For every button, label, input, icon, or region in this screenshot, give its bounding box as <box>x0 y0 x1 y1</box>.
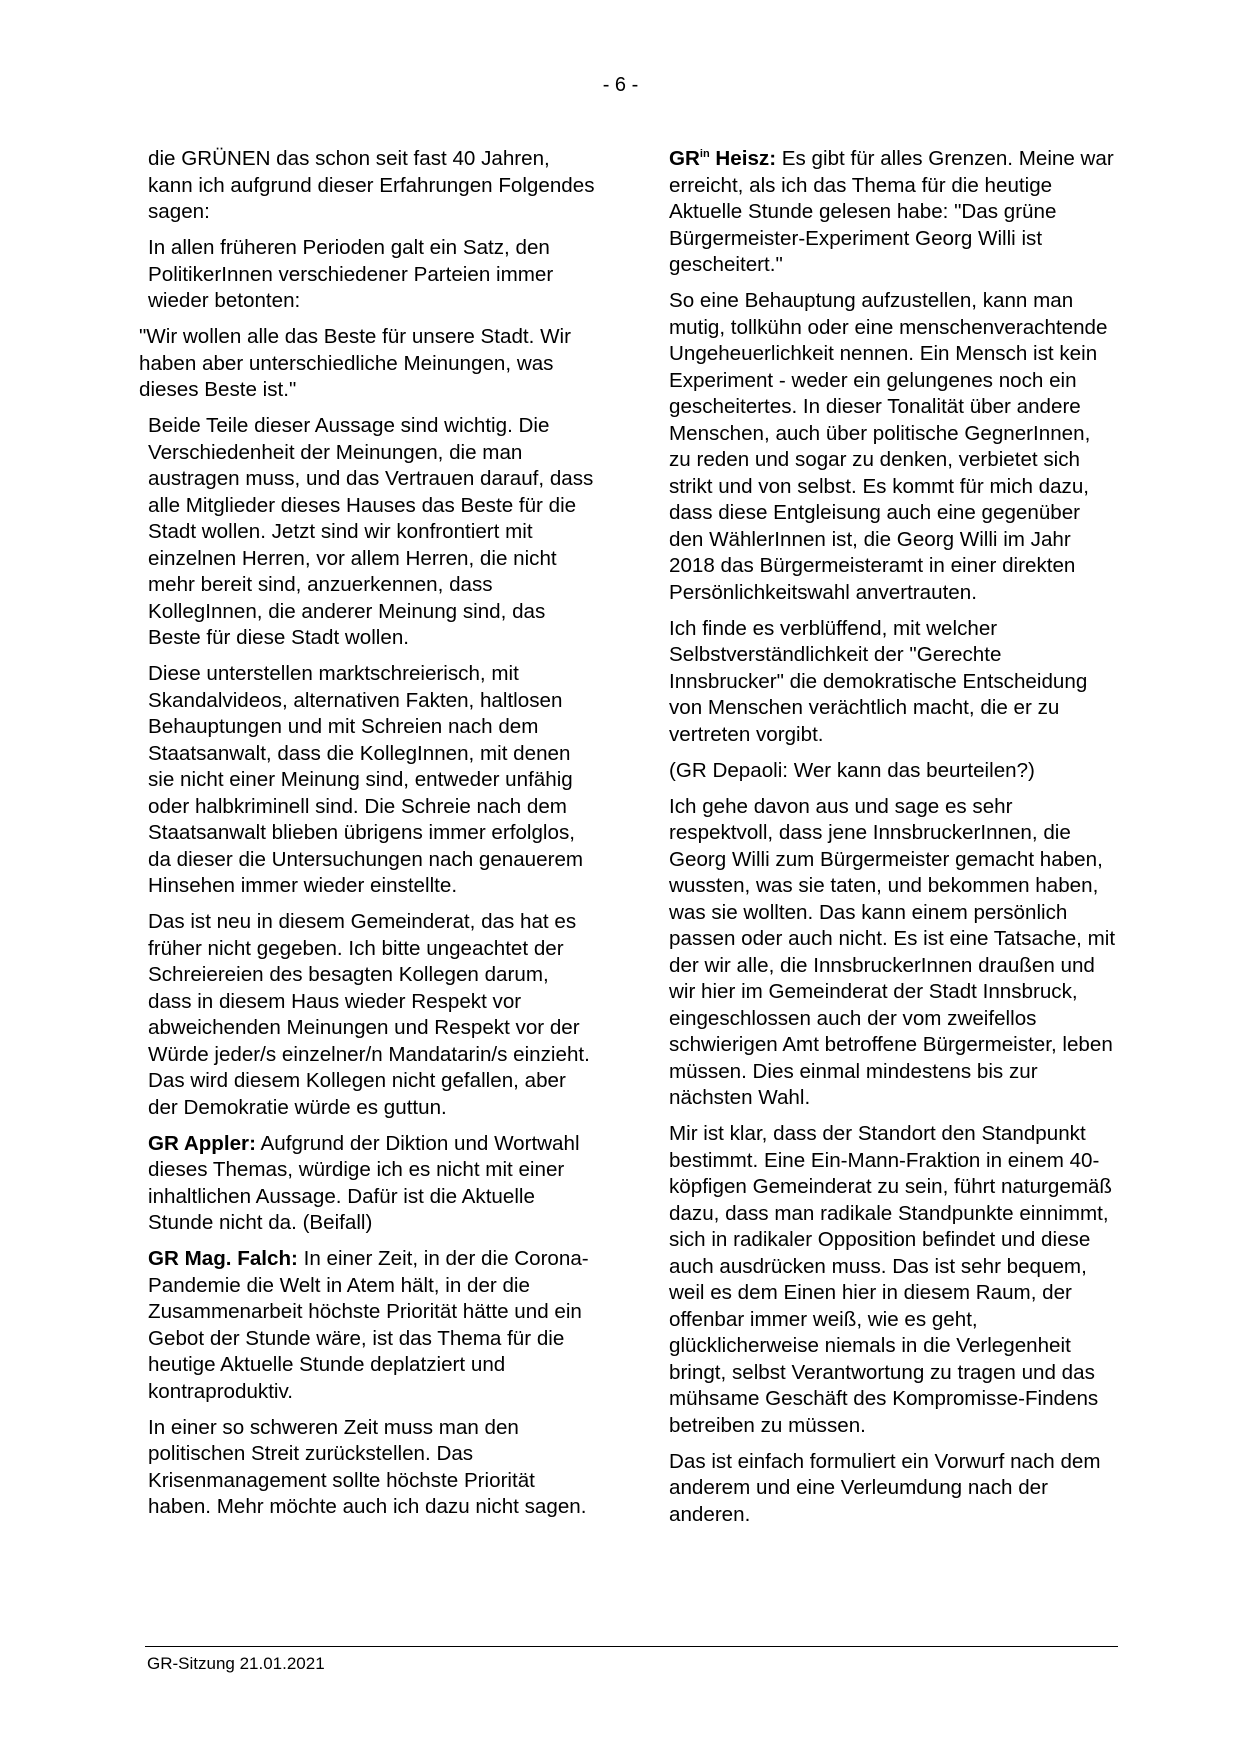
speaker-name: GR Mag. Falch: <box>148 1247 298 1270</box>
paragraph: Ich gehe davon aus und sage es sehr respektvoll, dass jene InnsbruckerInnen, die Georg Willi zum Bürgermeister gemacht haben, wussten, was sie taten, und bekommen haben, was sie wollten. Das kann einem persönlich passen oder auch nicht. Es ist eine Tatsache, mit der wir alle, die InnsbruckerInnen draußen und wir hier im Gemeinderat der Stadt Innsbruck, eingeschlossen auch der vom zweifellos schwierigen Amt betroffene Bürgermeister, leben müssen. Dies einmal mindestens bis zur nächsten Wahl. <box>669 794 1116 1109</box>
speech-paragraph: GR Mag. Falch: In einer Zeit, in der die Corona-Pandemie die Welt in Atem hält, in der die Zusammenarbeit höchste Priorität hätte und ein Gebot der Stunde wäre, ist das Thema für die heutige Aktuelle Stunde deplatziert und kontraproduktiv. <box>148 1247 589 1403</box>
paragraph: Ich finde es verblüffend, mit welcher Selbstverständlichkeit der "Gerechte Innsbrucker" die demokratische Entscheidung von Menschen verächtlich macht, die er zu vertreten vorgibt. <box>669 616 1088 746</box>
speaker-name: $GR^{in}$ Heisz: <box>669 147 777 170</box>
footer-divider <box>145 1646 1118 1647</box>
page-number: - 6 - <box>602 74 639 96</box>
right-column <box>669 146 1117 1538</box>
paragraph: So eine Behauptung aufzustellen, kann man mutig, tollkühn oder eine menschenverachtende Ungeheuerlichkeit nennen. Ein Mensch ist kein Experiment - weder ein gelungenes noch ein gescheitertes. In dieser Tonalität über andere Menschen, auch über politische GegnerInnen, zu reden und sogar zu denken, verbietet sich strikt und von selbst. Es kommt für mich dazu, dass diese Entgleisung auch eine gegenüber den WählerInnen ist, die Georg Willi im Jahr 2018 das Bürgermeisteramt in einer direkten Persönlichkeitswahl anvertrauten. <box>669 289 1108 604</box>
paragraph: die GRÜNEN das schon seit fast 40 Jahren, kann ich aufgrund dieser Erfahrungen Folgendes sagen: <box>148 147 595 223</box>
paragraph: In allen früheren Perioden galt ein Satz, den PolitikerInnen verschiedener Parteien immer wieder betonten: <box>148 236 554 312</box>
footer-session-date: GR-Sitzung 21.01.2021 <box>147 1654 325 1673</box>
paragraph: Mir ist klar, dass der Standort den Standpunkt bestimmt. Eine Ein-Mann-Fraktion in einem 40-köpfigen Gemeinderat zu sein, führt naturgemäß dazu, dass man radikale Standpunkte einnimmt, sich in radikaler Opposition befindet und diese auch ausdrücken muss. Das ist sehr bequem, weil es dem Einen hier in diesem Raum, der offenbar immer weiß, wie es geht, glücklicherweise niemals in die Verlegenheit bringt, selbst Verantwortung zu tragen und das mühsame Geschäft des Kompromisse-Findens betreiben zu müssen. <box>669 1122 1113 1437</box>
paragraph: Das ist einfach formuliert ein Vorwurf nach dem anderem und eine Verleumdung nach der anderen. <box>669 1449 1101 1526</box>
paragraph: In einer so schweren Zeit muss man den politischen Streit zurückstellen. Das Krisenmanagement sollte höchste Priorität haben. Mehr möchte auch ich dazu nicht sagen. <box>148 1415 587 1518</box>
interjection: (GR Depaoli: Wer kann das beurteilen?) <box>669 758 1035 782</box>
speech-paragraph: $GR^{in}$ Heisz: Es gibt für alles Grenzen. Meine war erreicht, als ich das Thema für die heutige Aktuelle Stunde gelesen habe: "Das grüne Bürgermeister-Experiment Georg Willi ist gescheitert." <box>669 147 1114 276</box>
left-column <box>139 146 596 1530</box>
quote-paragraph: "Wir wollen alle das Beste für unsere Stadt. Wir haben aber unterschiedliche Meinungen, was dieses Beste ist." <box>139 325 571 401</box>
paragraph: Beide Teile dieser Aussage sind wichtig. Die Verschiedenheit der Meinungen, die man austragen muss, und das Vertrauen darauf, dass alle Mitglieder dieses Hauses das Beste für die Stadt wollen. Jetzt sind wir konfrontiert mit einzelnen Herren, vor allem Herren, die nicht mehr bereit sind, anzuerkennen, dass KollegInnen, die anderer Meinung sind, das Beste für diese Stadt wollen. <box>148 414 594 649</box>
paragraph: Diese unterstellen marktschreierisch, mit Skandalvideos, alternativen Fakten, haltlosen Behauptungen und mit Schreien nach dem Staatsanwalt, dass die KollegInnen, mit denen sie nicht einer Meinung sind, entweder unfähig oder halbkriminell sind. Die Schreie nach dem Staatsanwalt blieben übrigens immer erfolglos, da dieser die Untersuchungen nach genauerem Hinsehen immer wieder einstellte. <box>148 662 584 897</box>
speech-paragraph: GR Appler: Aufgrund der Diktion und Wortwahl dieses Themas, würdige ich es nicht mit einer inhaltlichen Aussage. Dafür ist die Aktuelle Stunde nicht da. (Beifall) <box>148 1131 580 1234</box>
paragraph: Das ist neu in diesem Gemeinderat, das hat es früher nicht gegeben. Ich bitte ungeachtet der Schreiereien des besagten Kollegen darum, dass in diesem Haus wieder Respekt vor abweichenden Meinungen und Respekt vor der Würde jeder/s einzelner/n Mandatarin/s einzieht. Das wird diesem Kollegen nicht gefallen, aber der Demokratie würde es guttun. <box>148 910 590 1119</box>
speaker-name: GR Appler: <box>148 1131 256 1155</box>
